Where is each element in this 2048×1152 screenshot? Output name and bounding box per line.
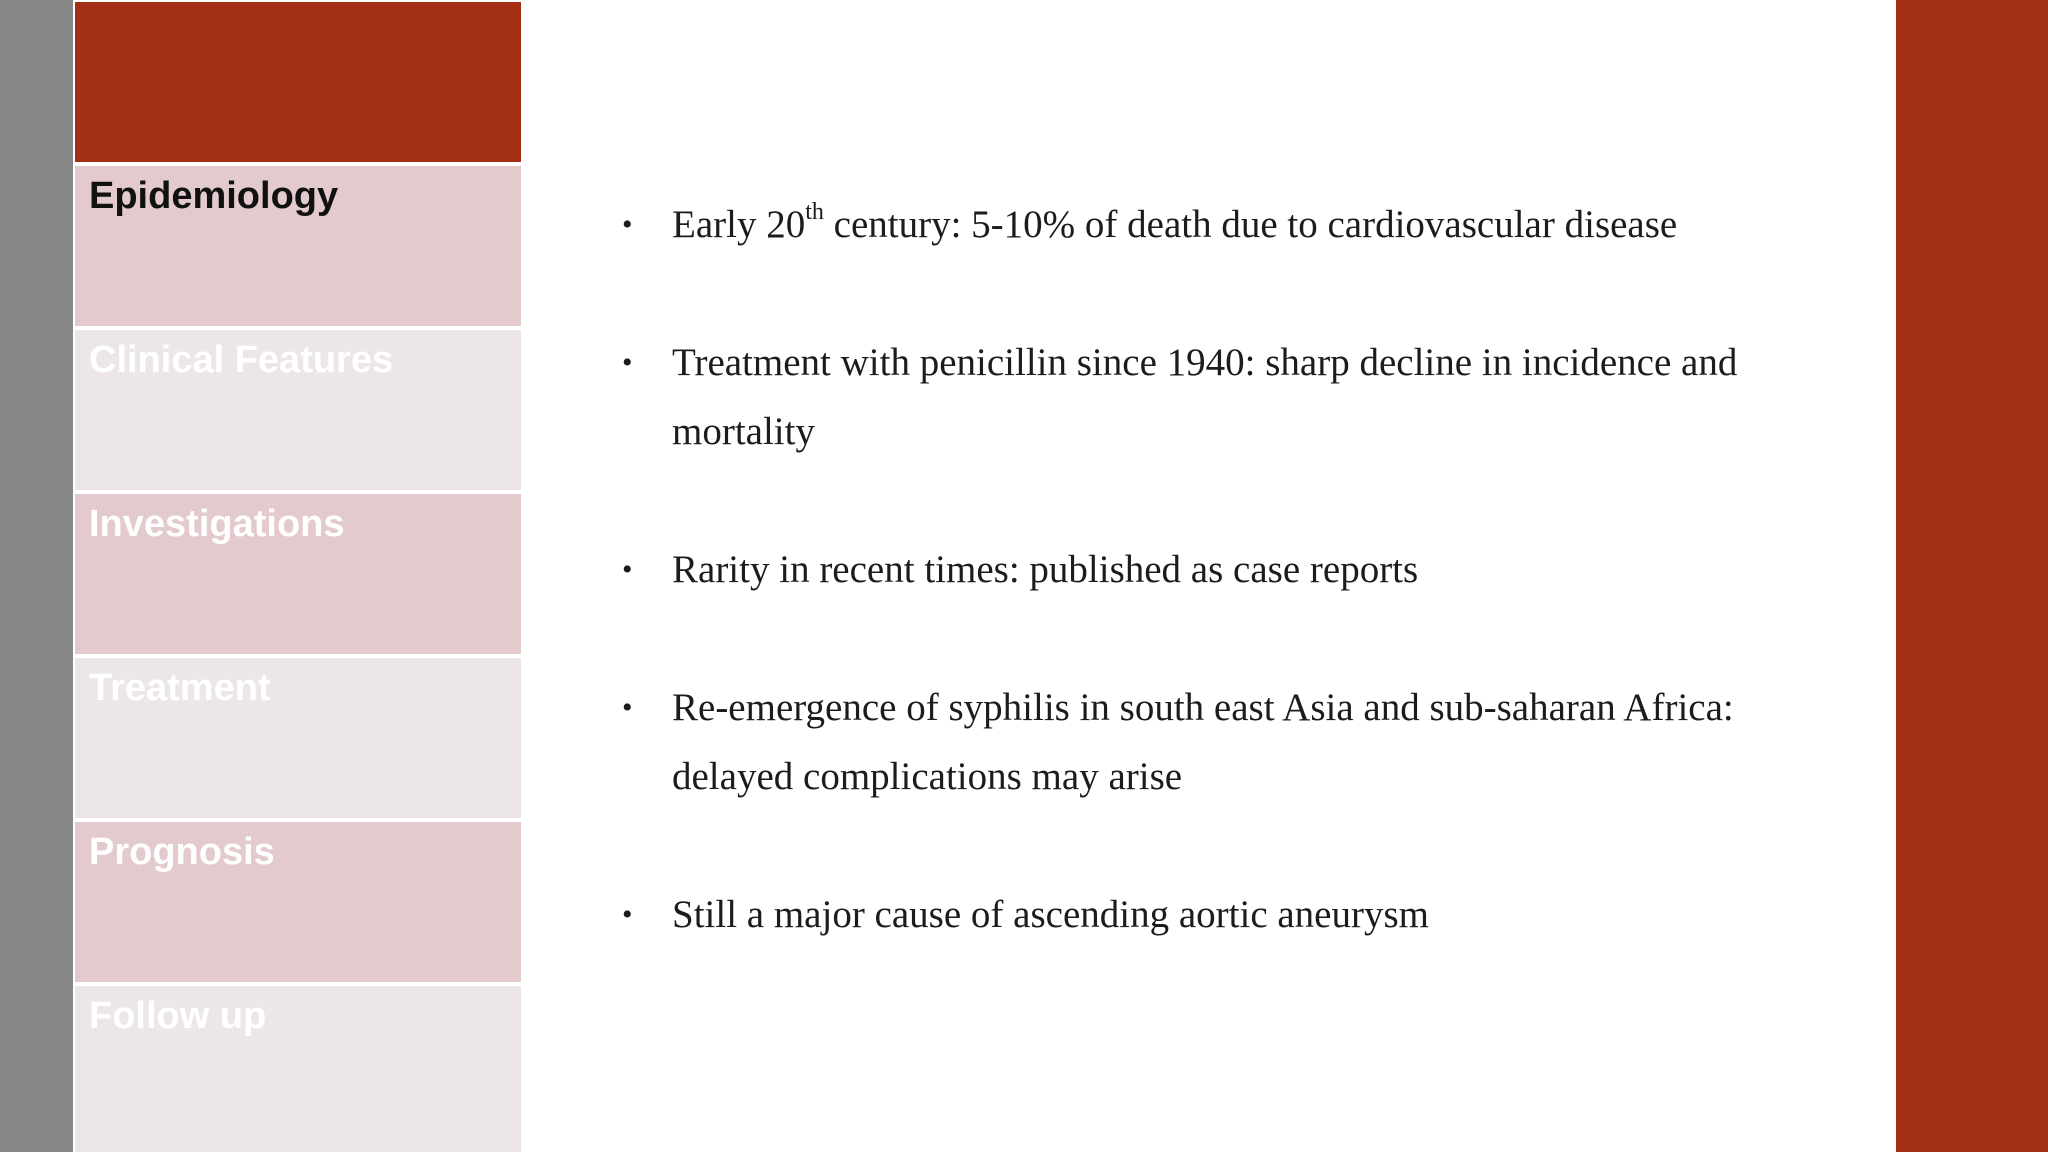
bullet-dot: •: [622, 898, 633, 931]
bullet-dot: •: [622, 208, 633, 241]
bullet-item: [600, 673, 1830, 811]
bullet-item: [600, 880, 1830, 949]
nav-item-label: Prognosis: [89, 831, 275, 873]
bullet-dot: •: [622, 691, 633, 724]
nav-item-epidemiology[interactable]: [75, 166, 521, 326]
bullet-text-pre: Early 20: [672, 203, 806, 246]
bullet-text-post: century: 5-10% of death due to cardiovascular disease: [823, 203, 1678, 246]
bullet-text: Re-emergence of syphilis in south east Asia and sub-saharan Africa: delayed complications may arise: [672, 686, 1734, 798]
bullet-item: [600, 328, 1830, 466]
nav-item-label: Investigations: [89, 503, 345, 545]
bullet-list: [600, 190, 1830, 1018]
bullet-text: Treatment with penicillin since 1940: sharp decline in incidence and mortality: [672, 341, 1738, 453]
section-sidebar: [73, 0, 521, 1152]
right-accent-bar: [1896, 0, 2048, 1152]
bullet-item: [600, 190, 1830, 259]
bullet-dot: •: [622, 553, 633, 586]
bullet-superscript: th: [805, 199, 824, 225]
nav-item-label: Treatment: [89, 667, 271, 709]
left-gray-strip: [0, 0, 73, 1152]
nav-item-label: Follow up: [89, 995, 267, 1037]
sidebar-header-block: [75, 2, 521, 162]
nav-item-investigations[interactable]: [75, 494, 521, 654]
nav-item-label: Clinical Features: [89, 339, 394, 381]
nav-item-clinical-features[interactable]: [75, 330, 521, 490]
bullet-text: Rarity in recent times: published as case reports: [672, 548, 1419, 591]
bullet-text: Still a major cause of ascending aortic aneurysm: [672, 893, 1429, 936]
bullet-item: [600, 535, 1830, 604]
nav-item-treatment[interactable]: [75, 658, 521, 818]
bullet-dot: •: [622, 346, 633, 379]
nav-item-prognosis[interactable]: [75, 822, 521, 982]
nav-item-label: Epidemiology: [89, 175, 339, 217]
nav-item-follow-up[interactable]: [75, 986, 521, 1152]
